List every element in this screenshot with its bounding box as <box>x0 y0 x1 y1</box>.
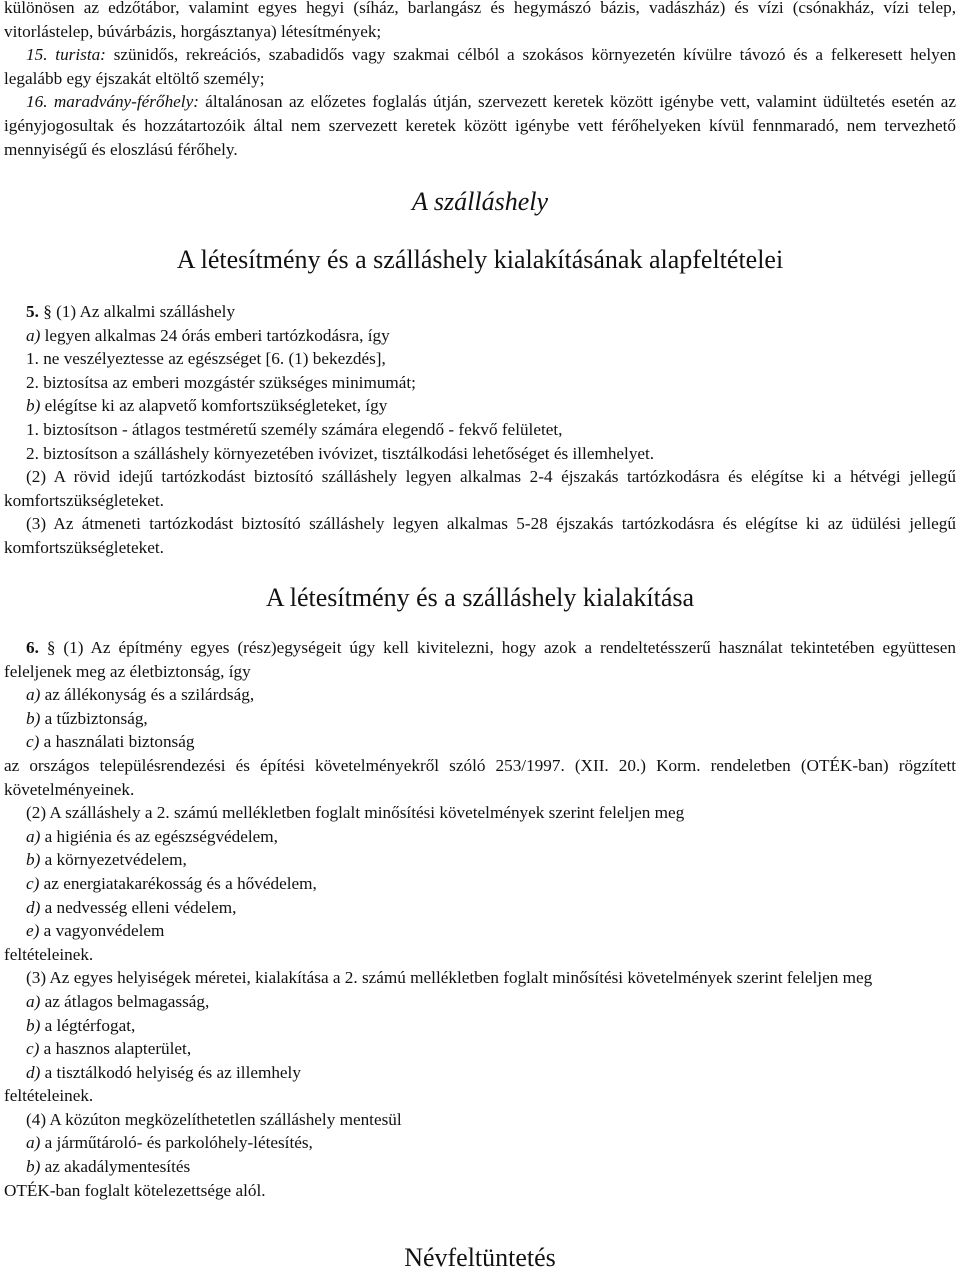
list-item <box>4 707 956 731</box>
list-item <box>4 1131 956 1155</box>
list-item-text: a tűzbiztonság, <box>40 708 148 728</box>
s6-intro <box>4 636 956 683</box>
s5-a <box>4 324 956 348</box>
s5-a1: 1. ne veszélyeztesse az egészséget [6. (1) bekezdés], <box>26 349 386 369</box>
list-item-text: az állékonyság és a szilárdság, <box>40 685 255 705</box>
s6-p2-intro: (2) A szálláshely a 2. számú mellékletben foglalt minősítési követelmények szerint feleljen meg <box>26 803 685 823</box>
list-item-text: a higiénia és az egészségvédelem, <box>40 826 278 846</box>
list-item <box>4 825 956 849</box>
list-item-label: b) <box>26 1015 41 1035</box>
list-item-label: c) <box>26 873 40 893</box>
s6-p3-tail: feltételeinek. <box>4 1086 94 1106</box>
s6-p2-tail: feltételeinek. <box>4 944 94 964</box>
s6-intro-text: (1) Az építmény egyes (rész)egységeit úgy kell kivitelezni, hogy azok a rendeltetésszerű használat tekintetében együttesen feleljenek meg az életbiztonság, így <box>4 638 957 681</box>
definition-15 <box>4 43 956 90</box>
list-item <box>4 896 956 920</box>
s6-p1-list <box>4 683 956 754</box>
section-sign: § <box>43 302 52 321</box>
list-item-label: a) <box>26 826 41 846</box>
definition-15-text: szünidős, rekreációs, szabadidős vagy szakmai célból a szokásos környezetén kívülre távozó és a felkeresett helyen legalább egy éjszakát eltöltő személy; <box>4 45 956 88</box>
s5-b-text: elégítse ki az alapvető komfortszükségleteket, így <box>40 396 388 416</box>
list-item-text: a járműtároló- és parkolóhely-létesítés, <box>40 1133 313 1153</box>
list-item <box>4 919 956 943</box>
list-item-label: d) <box>26 897 41 917</box>
s5-a2: 2. biztosítsa az emberi mozgástér szükséges minimumát; <box>26 372 416 392</box>
list-item-text: a légtérfogat, <box>40 1015 136 1035</box>
list-item <box>4 683 956 707</box>
list-item-label: a) <box>26 685 41 705</box>
list-item-label: a) <box>26 991 41 1011</box>
list-item-text: az átlagos belmagasság, <box>40 991 210 1011</box>
list-item-label: c) <box>26 1039 40 1059</box>
list-item-label: d) <box>26 1062 41 1082</box>
list-item <box>4 1014 956 1038</box>
list-item <box>4 872 956 896</box>
s5-intro <box>4 300 956 324</box>
s6-p2-list <box>4 825 956 943</box>
list-item <box>4 1061 956 1085</box>
section-heading-construction: A létesítmény és a szálláshely kialakítása <box>265 583 695 612</box>
definition-continuation: különösen az edzőtábor, valamint egyes hegyi (síház, barlangász és hegymászó bázis, vadászház) és vízi (csónakház, vízi telep, vitorlástelep, búvárbázis, horgásztanya) létesítmények; <box>4 0 956 41</box>
list-item-label: b) <box>26 1157 41 1177</box>
definitions-block <box>4 0 956 161</box>
list-item-text: a vagyonvédelem <box>39 921 165 941</box>
chapter-title: A szálláshely <box>411 187 549 216</box>
list-item-text: a környezetvédelem, <box>40 850 187 870</box>
definition-15-number: 15. <box>26 45 48 65</box>
definition-16 <box>4 90 956 161</box>
s5-a-label: a) <box>26 325 41 345</box>
s6-p3-list <box>4 990 956 1084</box>
definition-16-number: 16. <box>26 92 48 112</box>
list-item-label: c) <box>26 732 40 752</box>
s6-p4-tail: OTÉK-ban foglalt kötelezettsége alól. <box>4 1180 266 1200</box>
section-6 <box>4 636 956 1202</box>
s6-p1-tail: az országos településrendezési és építési követelményekről szóló 253/1997. (XII. 20.) Korm. rendeletben (OTÉK-ban) rögzített követelményeinek. <box>4 755 956 799</box>
s5-b <box>4 394 956 418</box>
definition-15-term: turista: <box>55 45 106 65</box>
list-item-text: a nedvesség elleni védelem, <box>40 897 237 917</box>
s6-p4-intro: (4) A közúton megközelíthetetlen szálláshely mentesül <box>26 1109 402 1129</box>
section-heading-name-display: Névfeltüntetés <box>404 1243 556 1272</box>
list-item-label: e) <box>26 921 40 941</box>
s5-paragraph-2: (2) A rövid idejű tartózkodást biztosító szálláshely legyen alkalmas 2-4 éjszakás tartózkodásra és elégítse ki a hétvégi jellegű komfortszükségleteket. <box>4 467 956 510</box>
s6-p3-intro: (3) Az egyes helyiségek méretei, kialakítása a 2. számú mellékletben foglalt minősítési követelmények szerint feleljen meg <box>26 968 873 988</box>
list-item <box>4 730 956 754</box>
s5-a-text: legyen alkalmas 24 órás emberi tartózkodásra, így <box>40 325 390 345</box>
list-item-label: b) <box>26 850 41 870</box>
section-sign: § <box>46 638 56 657</box>
s5-number: 5. <box>26 302 39 321</box>
list-item-label: b) <box>26 708 41 728</box>
list-item <box>4 848 956 872</box>
list-item-text: a hasznos alapterület, <box>39 1039 192 1059</box>
list-item-text: a tisztálkodó helyiség és az illemhely <box>40 1062 301 1082</box>
list-item <box>4 1155 956 1179</box>
definition-16-term: maradvány-férőhely: <box>53 92 199 112</box>
list-item <box>4 990 956 1014</box>
s5-b-label: b) <box>26 396 41 416</box>
list-item-text: az akadálymentesítés <box>40 1157 191 1177</box>
list-item-label: a) <box>26 1133 41 1153</box>
s5-intro-text: (1) Az alkalmi szálláshely <box>51 302 236 321</box>
section-heading-basic-conditions: A létesítmény és a szálláshely kialakításának alapfeltételei <box>176 245 784 274</box>
s5-b2: 2. biztosítson a szálláshely környezetében ivóvizet, tisztálkodási lehetőséget és illemhelyet. <box>26 443 655 463</box>
s5-b1: 1. biztosítson - átlagos testméretű személy számára elegendő - fekvő felületet, <box>26 419 563 439</box>
definition-16-text: általánosan az előzetes foglalás útján, szervezett keretek között igénybe vett, valamint üdültetés esetén az igényjogosultak és hozzátartozóik által nem szervezett keretek között igénybe vett férőhelyeken kívül fennmaradó, nem tervezhető mennyiségű és eloszlású férőhely. <box>4 92 956 159</box>
s6-number: 6. <box>26 638 39 657</box>
list-item-text: az energiatakarékosság és a hővédelem, <box>39 873 317 893</box>
list-item <box>4 1037 956 1061</box>
list-item-text: a használati biztonság <box>39 732 195 752</box>
s5-paragraph-3: (3) Az átmeneti tartózkodást biztosító szálláshely legyen alkalmas 5-28 éjszakás tartózkodásra és elégítse ki az üdülési jellegű komfortszükségleteket. <box>4 514 956 557</box>
section-5 <box>4 300 956 560</box>
s6-p4-list <box>4 1131 956 1178</box>
